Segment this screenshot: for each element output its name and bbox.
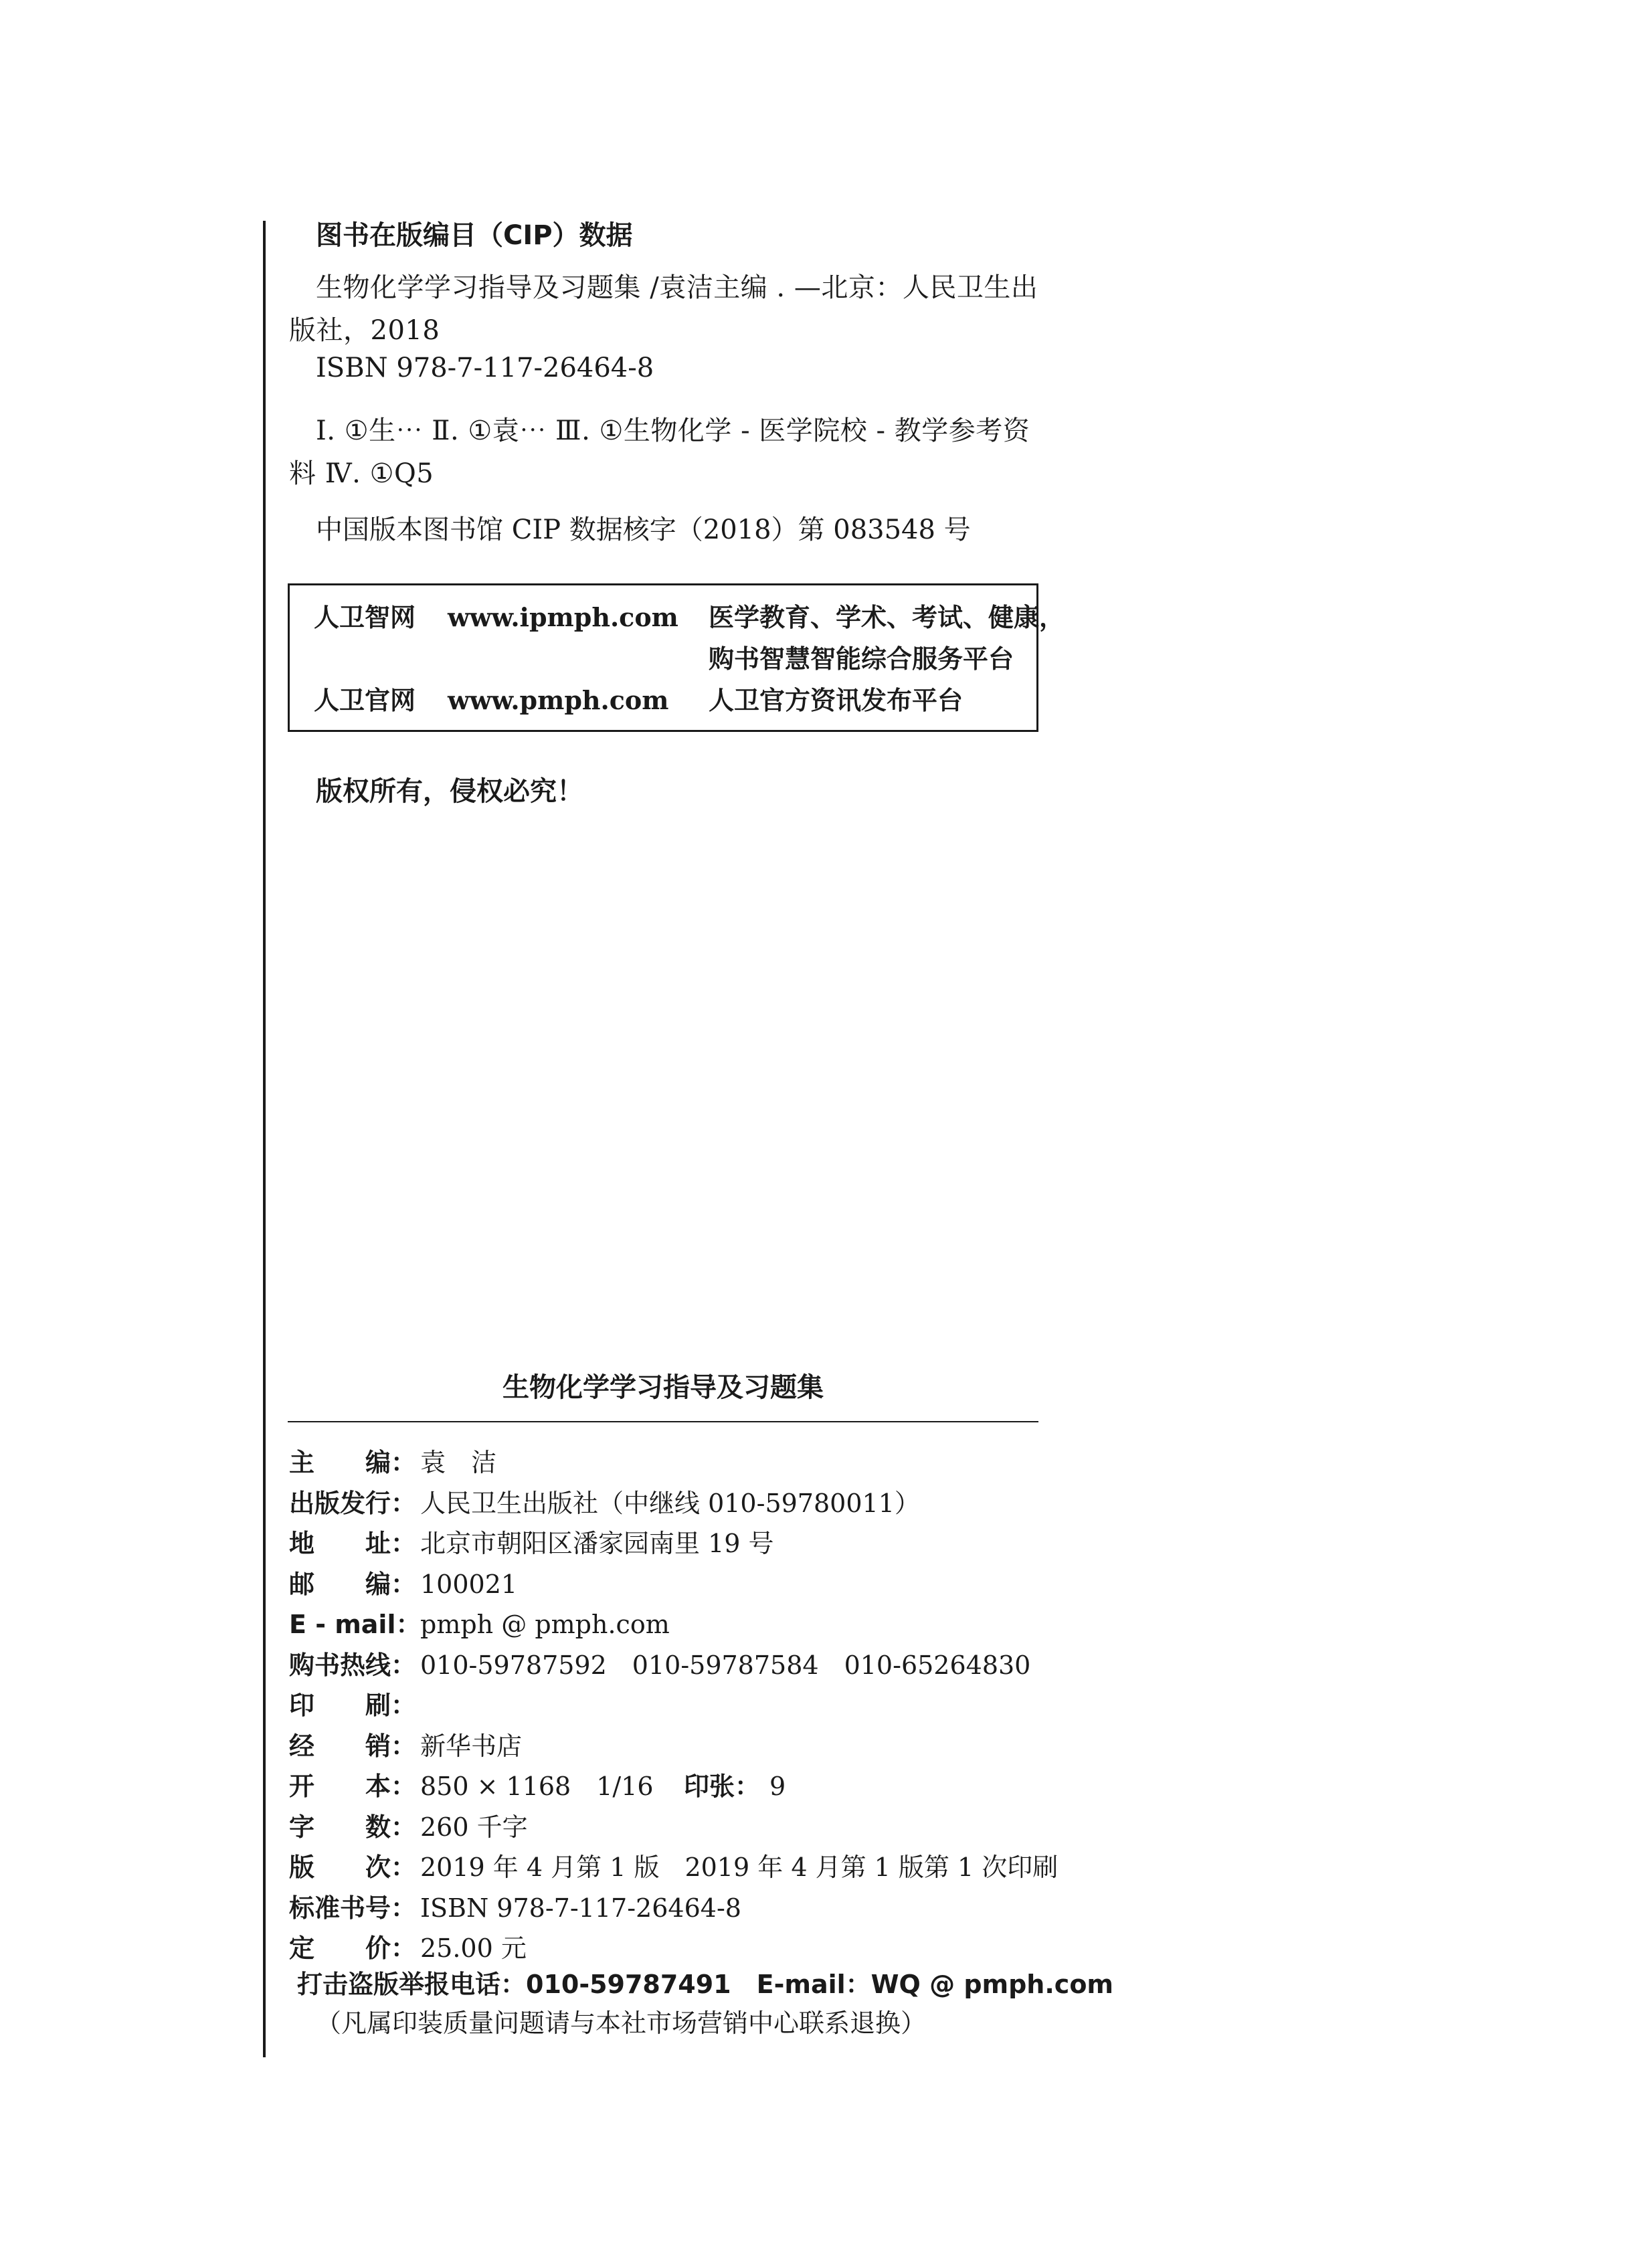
publication-info-value: 袁 洁 xyxy=(420,1448,497,1477)
publication-info-label: 标准书号： xyxy=(289,1893,417,1923)
cip-library-record: 中国版本图书馆 CIP 数据核字（2018）第 083548 号 xyxy=(316,514,971,545)
cip-record: 生物化学学习指导及习题集 /袁洁主编 . —北京：人民卫生出版社，2018 xyxy=(289,272,1038,346)
publication-info-label: 定 价： xyxy=(289,1934,417,1963)
website-url-link[interactable]: www.pmph.com xyxy=(448,685,669,715)
website-name: 人卫智网 xyxy=(314,603,416,632)
publication-info-label: 购书热线： xyxy=(289,1651,417,1680)
piracy-report-line: 打击盗版举报电话：010-59787491 E-mail：WQ @ pmph.com xyxy=(297,1970,1114,1999)
publication-info-label: 字 数： xyxy=(289,1812,417,1842)
publication-info-value: 260 千字 xyxy=(420,1812,528,1842)
publication-info-value: 010-59787592 010-59787584 010-65264830 xyxy=(420,1651,1031,1680)
publication-info-extra-value: 9 xyxy=(769,1772,786,1801)
publication-info-value: 100021 xyxy=(420,1570,518,1599)
publication-info-value: 人民卫生出版社（中继线 010-59780011） xyxy=(420,1489,920,1518)
return-policy-note: （凡属印装质量问题请与本社市场营销中心联系退换） xyxy=(316,2008,927,2038)
publication-info-value: ISBN 978-7-117-26464-8 xyxy=(420,1893,741,1923)
website-description: 购书智慧智能综合服务平台 xyxy=(709,644,1014,674)
publication-info-label: 地 址： xyxy=(289,1529,417,1558)
publication-info-value: 新华书店 xyxy=(420,1731,523,1761)
publication-info-value: 25.00 元 xyxy=(420,1934,527,1963)
cip-isbn: ISBN 978-7-117-26464-8 xyxy=(316,353,654,383)
publication-info-value: pmph @ pmph.com xyxy=(420,1610,670,1639)
publication-info-label: 经 销： xyxy=(289,1731,417,1761)
publication-info-label: 开 本： xyxy=(289,1772,417,1801)
publication-info-label: 邮 编： xyxy=(289,1570,417,1599)
publication-info-label: E - mail： xyxy=(289,1610,422,1639)
cip-heading: 图书在版编目（CIP）数据 xyxy=(316,220,633,251)
copyright-notice: 版权所有，侵权必究！ xyxy=(316,776,583,807)
publication-info-label: 出版发行： xyxy=(289,1489,417,1518)
publication-info-label: 版 次： xyxy=(289,1853,417,1882)
website-description: 人卫官方资讯发布平台 xyxy=(709,686,963,715)
website-url-link[interactable]: www.ipmph.com xyxy=(448,602,678,632)
publication-info-label: 印 刷： xyxy=(289,1691,417,1720)
publication-info-value: 850 × 1168 1/16 xyxy=(420,1772,654,1801)
left-margin-rule xyxy=(263,221,266,2057)
book-title: 生物化学学习指导及习题集 xyxy=(502,1372,824,1403)
website-description: 医学教育、学术、考试、健康， xyxy=(709,603,1065,632)
cip-classification: Ⅰ. ①生⋯ Ⅱ. ①袁⋯ Ⅲ. ①生物化学 - 医学院校 - 教学参考资料 Ⅳ. ①Q5 xyxy=(289,415,1030,489)
title-divider xyxy=(288,1421,1038,1422)
publication-info-label: 主 编： xyxy=(289,1448,417,1477)
website-name: 人卫官网 xyxy=(314,686,416,715)
publication-info-extra-label: 印张： xyxy=(684,1772,761,1801)
website-info-box xyxy=(288,583,1065,732)
publication-info-value: 北京市朝阳区潘家园南里 19 号 xyxy=(420,1529,774,1558)
publication-info-value: 2019 年 4 月第 1 版 2019 年 4 月第 1 版第 1 次印刷 xyxy=(420,1853,1059,1882)
